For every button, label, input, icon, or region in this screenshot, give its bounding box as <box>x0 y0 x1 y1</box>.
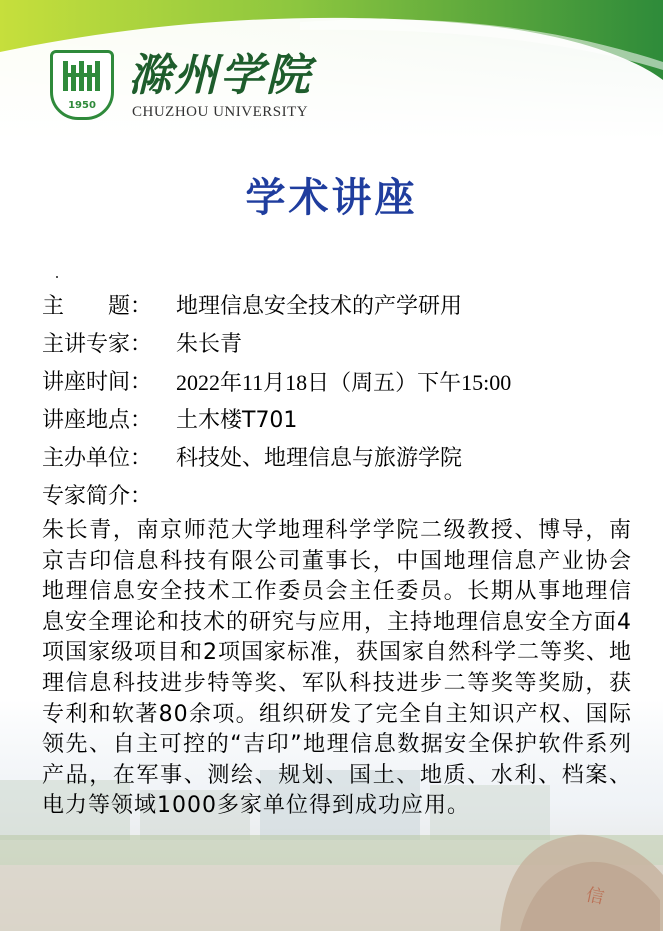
lecture-info <box>42 288 642 478</box>
host-row <box>42 440 642 478</box>
topic-value: 地理信息安全技术的产学研用 <box>176 294 463 319</box>
logo-year: 1950 <box>68 100 96 111</box>
intro-label: 专家简介： <box>42 484 153 509</box>
university-name-cn: 滁州学院 <box>128 50 312 101</box>
time-row <box>42 364 642 402</box>
university-name-en: CHUZHOU UNIVERSITY <box>132 104 309 120</box>
speaker-row <box>42 326 642 364</box>
topic-row <box>42 288 642 326</box>
place-label: 讲座地点： <box>42 408 153 433</box>
time-value: 2022年11月18日（周五）下午15:00 <box>176 370 512 395</box>
host-label: 主办单位： <box>42 446 153 471</box>
svg-text:信: 信 <box>583 884 606 909</box>
topic-label: 主 题： <box>42 294 153 319</box>
speaker-biography: 朱长青，南京师范大学地理科学学院二级教授、博导，南京吉印信息科技有限公司董事长，中国地理信息产业协会地理信息安全技术工作委员会主任委员。长期从事地理信息安全理论和技术的研究与应用，主持地理信息安全方面4项国家级项目和2项国家标准，获国家自然科学二等奖、地理信息科技进步特等奖、军队科技进步二等奖等奖励，获专利和软著80余项。组织研发了完全自主知识产权、国际领先、自主可控的“吉印”地理信息数据安全保护软件系列产品，在军事、测绘、规划、国土、地质、水利、档案、电力等领域1000多家单位得到成功应用。 <box>42 518 632 819</box>
speck <box>56 276 58 278</box>
speaker-label: 主讲专家： <box>42 332 153 357</box>
speaker-value: 朱长青 <box>176 332 243 357</box>
host-value: 科技处、地理信息与旅游学院 <box>176 446 463 471</box>
university-logo <box>50 50 114 120</box>
page-title: 学术讲座 <box>245 175 418 221</box>
place-row <box>42 402 642 440</box>
logo-emblem-icon <box>61 59 103 95</box>
place-value: 土木楼T701 <box>176 408 298 433</box>
time-label: 讲座时间： <box>42 370 153 395</box>
